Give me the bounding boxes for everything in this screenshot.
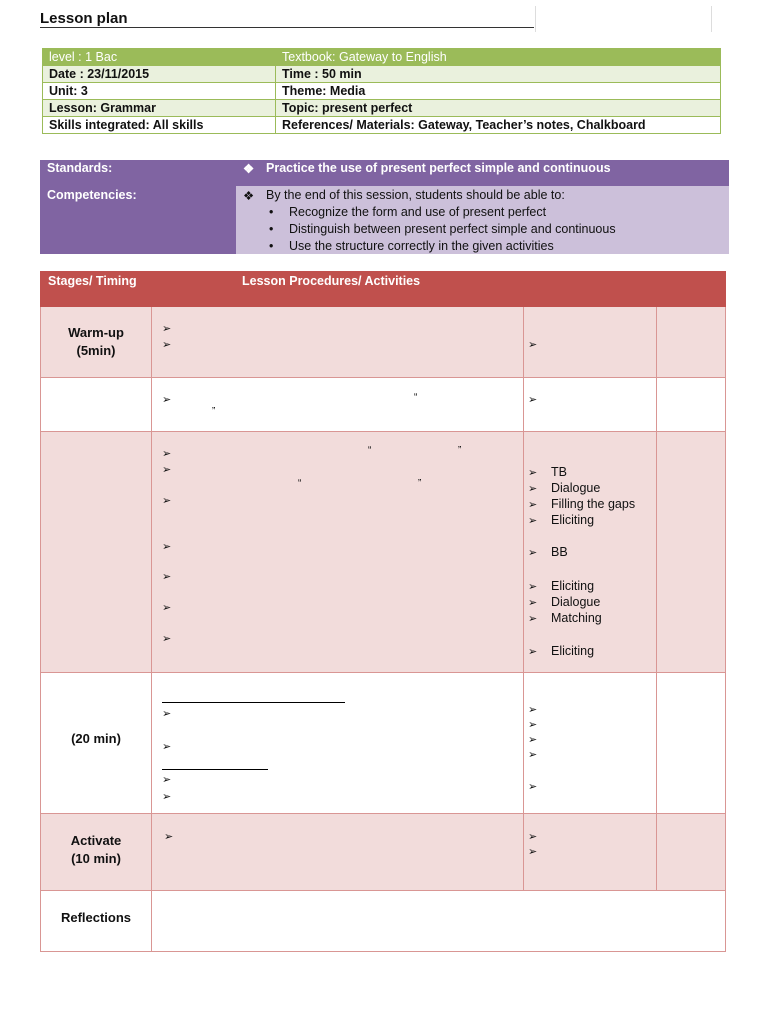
arrow-bullet-icon: ➢ bbox=[528, 467, 538, 479]
arrow-bullet-icon: ➢ bbox=[162, 448, 172, 460]
material-item: Matching bbox=[551, 611, 602, 625]
stage-cell bbox=[40, 307, 152, 378]
material-item: Dialogue bbox=[551, 481, 601, 495]
arrow-bullet-icon: ➢ bbox=[162, 708, 172, 720]
arrow-bullet-icon: ➢ bbox=[162, 633, 172, 645]
stage-cell bbox=[40, 814, 152, 891]
arrow-bullet-icon: ➢ bbox=[162, 602, 172, 614]
close-quote: ” bbox=[418, 478, 422, 489]
arrow-bullet-icon: ➢ bbox=[528, 339, 538, 351]
arrow-bullet-icon: ➢ bbox=[162, 774, 172, 786]
notes-cell bbox=[657, 432, 726, 673]
materials-cell bbox=[524, 307, 657, 378]
arrow-bullet-icon: ➢ bbox=[162, 571, 172, 583]
competency-item: Distinguish between present perfect simple and continuous bbox=[289, 222, 616, 236]
bullet-dot-icon: • bbox=[269, 205, 274, 219]
arrow-bullet-icon: ➢ bbox=[528, 704, 538, 716]
stage-label: Warm-up bbox=[68, 325, 124, 340]
bullet-dot-icon: • bbox=[269, 239, 274, 253]
title-underline bbox=[40, 27, 534, 28]
notes-cell bbox=[657, 673, 726, 814]
arrow-bullet-icon: ➢ bbox=[528, 781, 538, 793]
arrow-bullet-icon: ➢ bbox=[528, 394, 538, 406]
competency-item: Recognize the form and use of present perfect bbox=[289, 205, 547, 219]
info-row bbox=[43, 83, 721, 100]
info-row bbox=[43, 66, 721, 83]
standards-label-cell bbox=[40, 160, 236, 186]
stage-timing: (10 min) bbox=[71, 851, 121, 866]
info-theme: Theme: Media bbox=[276, 83, 721, 100]
info-skills: Skills integrated: All skills bbox=[43, 117, 276, 134]
arrow-bullet-icon: ➢ bbox=[528, 613, 538, 625]
info-topic: Topic: present perfect bbox=[276, 100, 721, 117]
arrow-bullet-icon: ➢ bbox=[528, 719, 538, 731]
competencies-intro: By the end of this session, students should be able to: bbox=[266, 188, 565, 202]
standards-bullet-icon: ❖ bbox=[243, 162, 255, 176]
arrow-bullet-icon: ➢ bbox=[162, 791, 172, 803]
activities-cell bbox=[152, 673, 524, 814]
materials-cell bbox=[524, 432, 657, 673]
info-lesson: Lesson: Grammar bbox=[43, 100, 276, 117]
activities-cell bbox=[152, 814, 524, 891]
stage-timing: (5min) bbox=[76, 343, 116, 358]
material-item: Eliciting bbox=[551, 644, 595, 658]
stage-cell bbox=[40, 673, 152, 814]
header-divider bbox=[535, 6, 536, 32]
header-divider bbox=[711, 6, 712, 32]
arrow-bullet-icon: ➢ bbox=[528, 831, 538, 843]
competencies-label: Competencies: bbox=[47, 188, 137, 202]
competencies-label-cell bbox=[40, 186, 236, 254]
info-references: References/ Materials: Gateway, Teacher’s notes, Chalkboard bbox=[276, 117, 721, 134]
materials-cell bbox=[524, 814, 657, 891]
stage-cell bbox=[40, 891, 152, 952]
close-quote: ” bbox=[212, 406, 216, 417]
heading-underline bbox=[162, 769, 268, 770]
standards-label: Standards: bbox=[47, 161, 113, 175]
open-quote: “ bbox=[414, 392, 418, 403]
activities-cell bbox=[152, 307, 524, 378]
open-quote: “ bbox=[298, 478, 302, 489]
info-row bbox=[43, 100, 721, 117]
arrow-bullet-icon: ➢ bbox=[528, 846, 538, 858]
arrow-bullet-icon: ➢ bbox=[528, 581, 538, 593]
competency-item: Use the structure correctly in the given activities bbox=[289, 239, 554, 253]
arrow-bullet-icon: ➢ bbox=[528, 646, 538, 658]
arrow-bullet-icon: ➢ bbox=[528, 734, 538, 746]
arrow-bullet-icon: ➢ bbox=[162, 495, 172, 507]
arrow-bullet-icon: ➢ bbox=[162, 323, 172, 335]
stage-cell bbox=[40, 432, 152, 673]
arrow-bullet-icon: ➢ bbox=[528, 499, 538, 511]
notes-cell bbox=[657, 307, 726, 378]
procedures-header bbox=[40, 271, 726, 307]
info-row bbox=[43, 49, 721, 66]
arrow-bullet-icon: ➢ bbox=[528, 749, 538, 761]
lesson-info-table bbox=[42, 48, 721, 134]
competencies-text-cell bbox=[236, 186, 729, 254]
notes-cell bbox=[657, 378, 726, 432]
materials-cell bbox=[524, 378, 657, 432]
arrow-bullet-icon: ➢ bbox=[528, 547, 538, 559]
arrow-bullet-icon: ➢ bbox=[164, 831, 174, 843]
open-quote: “ bbox=[368, 445, 372, 456]
material-item: Filling the gaps bbox=[551, 497, 636, 511]
heading-underline bbox=[162, 702, 345, 703]
reflections-cell bbox=[152, 891, 726, 952]
stage-cell bbox=[40, 378, 152, 432]
activities-cell bbox=[152, 432, 524, 673]
arrow-bullet-icon: ➢ bbox=[528, 597, 538, 609]
arrow-bullet-icon: ➢ bbox=[528, 483, 538, 495]
col-activities-header: Lesson Procedures/ Activities bbox=[242, 274, 421, 288]
stage-label: Reflections bbox=[60, 910, 132, 925]
info-time: Time : 50 min bbox=[276, 66, 721, 83]
arrow-bullet-icon: ➢ bbox=[162, 464, 172, 476]
arrow-bullet-icon: ➢ bbox=[162, 541, 172, 553]
material-item: Eliciting bbox=[551, 579, 595, 593]
info-textbook: Textbook: Gateway to English bbox=[276, 49, 721, 66]
stage-label: Activate bbox=[70, 833, 122, 848]
material-item: Eliciting bbox=[551, 513, 595, 527]
info-row bbox=[43, 117, 721, 134]
bullet-dot-icon: • bbox=[269, 222, 274, 236]
arrow-bullet-icon: ➢ bbox=[162, 394, 172, 406]
info-date: Date : 23/11/2015 bbox=[43, 66, 276, 83]
page-title: Lesson plan bbox=[40, 10, 128, 27]
notes-cell bbox=[657, 814, 726, 891]
close-quote: ” bbox=[458, 445, 462, 456]
standards-text-cell bbox=[236, 160, 729, 186]
activities-cell bbox=[152, 378, 524, 432]
standards-text: Practice the use of present perfect simple and continuous bbox=[266, 161, 611, 175]
materials-cell bbox=[524, 673, 657, 814]
info-level: level : 1 Bac bbox=[43, 49, 276, 66]
arrow-bullet-icon: ➢ bbox=[162, 339, 172, 351]
info-unit: Unit: 3 bbox=[43, 83, 276, 100]
col-stages-header: Stages/ Timing bbox=[48, 274, 137, 288]
material-item: Dialogue bbox=[551, 595, 601, 609]
arrow-bullet-icon: ➢ bbox=[162, 741, 172, 753]
material-item: TB bbox=[551, 465, 567, 479]
arrow-bullet-icon: ➢ bbox=[528, 515, 538, 527]
competencies-bullet-icon: ❖ bbox=[243, 189, 255, 203]
material-item: BB bbox=[551, 545, 568, 559]
stage-timing: (20 min) bbox=[71, 731, 121, 746]
